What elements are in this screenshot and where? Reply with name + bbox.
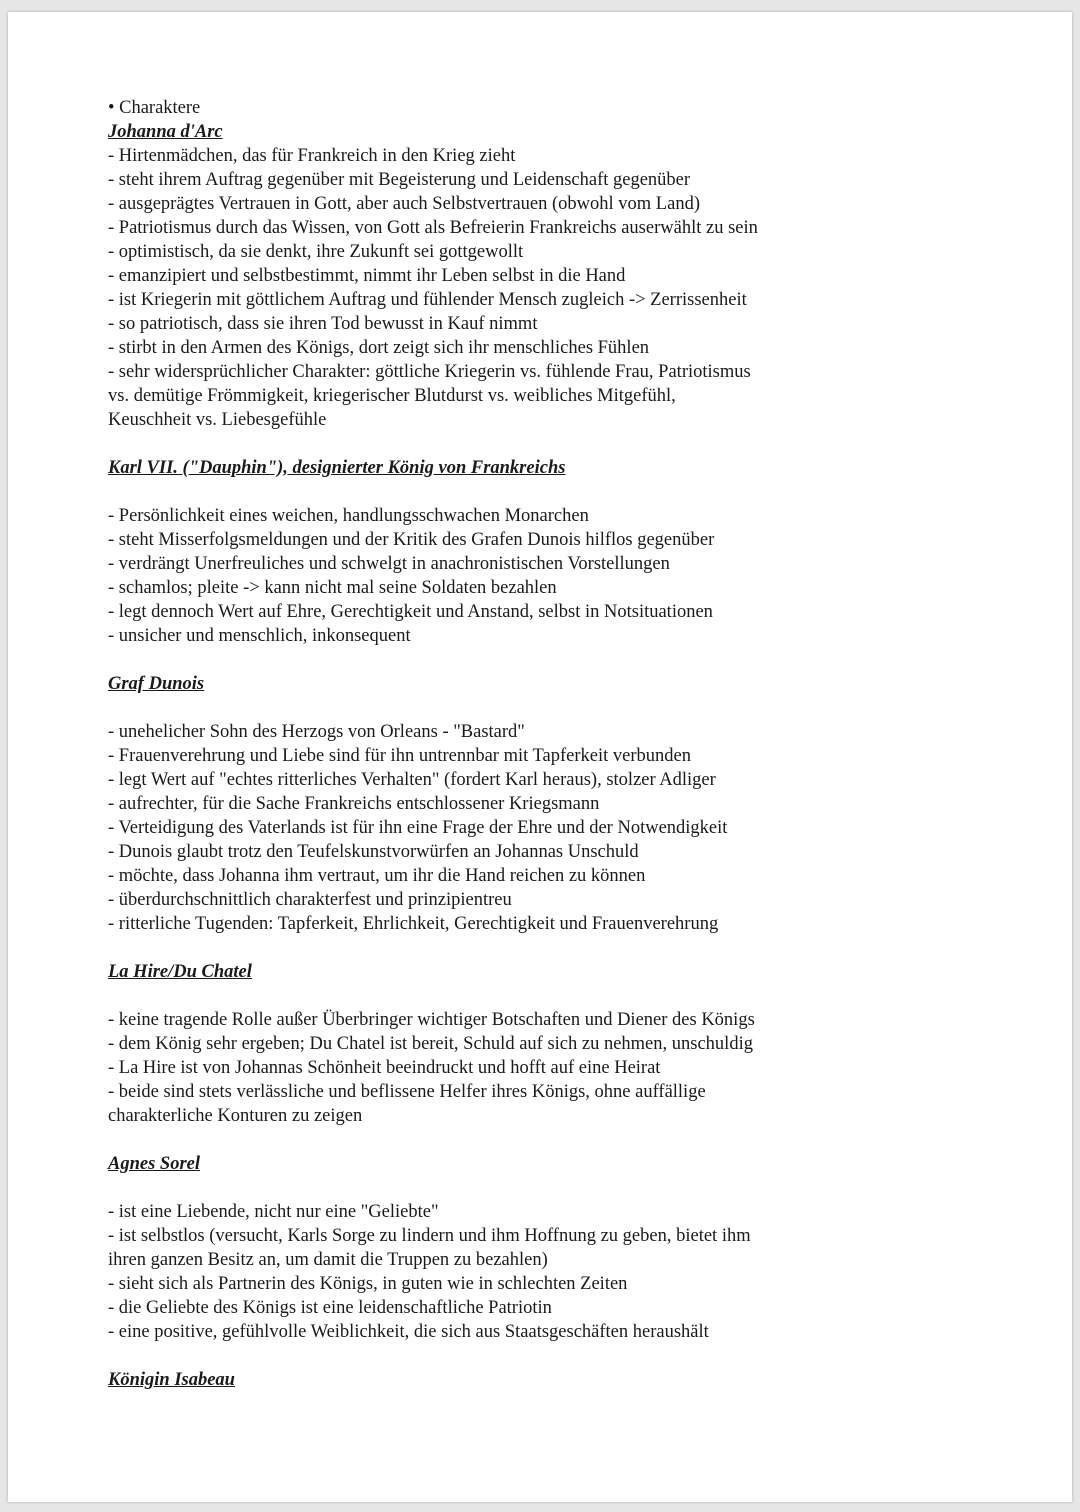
character-trait-line: - legt Wert auf "echtes ritterliches Verhalten" (fordert Karl heraus), stolzer Adliger bbox=[108, 770, 716, 790]
character-trait-line: - verdrängt Unerfreuliches und schwelgt in anachronistischen Vorstellungen bbox=[108, 554, 670, 574]
character-section bbox=[108, 120, 908, 432]
character-trait-line: - unehelicher Sohn des Herzogs von Orleans - "Bastard" bbox=[108, 722, 525, 742]
character-trait-line: - sieht sich als Partnerin des Königs, in guten wie in schlechten Zeiten bbox=[108, 1274, 628, 1294]
character-section bbox=[108, 1344, 908, 1392]
character-trait-line: charakterliche Konturen zu zeigen bbox=[108, 1106, 363, 1126]
character-trait-line: - möchte, dass Johanna ihm vertraut, um ihr die Hand reichen zu können bbox=[108, 866, 646, 886]
character-trait-line: - unsicher und menschlich, inkonsequent bbox=[108, 626, 411, 646]
character-trait-line: - eine positive, gefühlvolle Weiblichkeit, die sich aus Staatsgeschäften heraushält bbox=[108, 1322, 709, 1342]
character-trait-line: - ist selbstlos (versucht, Karls Sorge zu lindern und ihm Hoffnung zu geben, bietet ihm bbox=[108, 1226, 751, 1246]
heading-spacer bbox=[108, 696, 908, 720]
character-trait-line: - optimistisch, da sie denkt, ihre Zukunft sei gottgewollt bbox=[108, 242, 524, 262]
character-trait-line: - legt dennoch Wert auf Ehre, Gerechtigkeit und Anstand, selbst in Notsituationen bbox=[108, 602, 713, 622]
character-trait-line: ihren ganzen Besitz an, um damit die Truppen zu bezahlen) bbox=[108, 1250, 548, 1270]
character-trait-line: - Frauenverehrung und Liebe sind für ihn untrennbar mit Tapferkeit verbunden bbox=[108, 746, 691, 766]
character-trait-line: - überdurchschnittlich charakterfest und prinzipientreu bbox=[108, 890, 512, 910]
character-trait-line: - emanzipiert und selbstbestimmt, nimmt ihr Leben selbst in die Hand bbox=[108, 266, 626, 286]
section-spacer bbox=[108, 1128, 908, 1152]
character-trait-line: - stirbt in den Armen des Königs, dort zeigt sich ihr menschliches Fühlen bbox=[108, 338, 650, 358]
character-trait-line: - aufrechter, für die Sache Frankreichs entschlossener Kriegsmann bbox=[108, 794, 600, 814]
character-trait-line: - schamlos; pleite -> kann nicht mal seine Soldaten bezahlen bbox=[108, 578, 557, 598]
character-heading: Agnes Sorel bbox=[108, 1154, 201, 1174]
character-trait-line: - ist Kriegerin mit göttlichem Auftrag und fühlender Mensch zugleich -> Zerrissenheit bbox=[108, 290, 747, 310]
character-trait-line: - ritterliche Tugenden: Tapferkeit, Ehrlichkeit, Gerechtigkeit und Frauenverehrung bbox=[108, 914, 719, 934]
heading-spacer bbox=[108, 480, 908, 504]
character-trait-line: - steht ihrem Auftrag gegenüber mit Begeisterung und Leidenschaft gegenüber bbox=[108, 170, 691, 190]
character-trait-line: - Persönlichkeit eines weichen, handlungsschwachen Monarchen bbox=[108, 506, 589, 526]
character-trait-line: - ausgeprägtes Vertrauen in Gott, aber auch Selbstvertrauen (obwohl vom Land) bbox=[108, 194, 700, 214]
character-heading: Karl VII. ("Dauphin"), designierter König von Frankreichs bbox=[108, 458, 566, 478]
character-trait-line: Keuschheit vs. Liebesgefühle bbox=[108, 410, 327, 430]
character-heading: Johanna d'Arc bbox=[108, 122, 223, 142]
character-trait-line: - ist eine Liebende, nicht nur eine "Geliebte" bbox=[108, 1202, 439, 1222]
heading-spacer bbox=[108, 984, 908, 1008]
character-trait-line: - keine tragende Rolle außer Überbringer wichtiger Botschaften und Diener des Königs bbox=[108, 1010, 755, 1030]
character-section bbox=[108, 648, 908, 936]
character-section bbox=[108, 1128, 908, 1344]
character-section bbox=[108, 936, 908, 1128]
character-trait-line: - Verteidigung des Vaterlands ist für ihn eine Frage der Ehre und der Notwendigkeit bbox=[108, 818, 728, 838]
document-page bbox=[8, 12, 1072, 1502]
section-label: • Charaktere bbox=[108, 98, 201, 118]
character-heading: Graf Dunois bbox=[108, 674, 205, 694]
character-trait-line: - Dunois glaubt trotz den Teufelskunstvorwürfen an Johannas Unschuld bbox=[108, 842, 639, 862]
character-trait-line: - Hirtenmädchen, das für Frankreich in den Krieg zieht bbox=[108, 146, 516, 166]
character-trait-line: - die Geliebte des Königs ist eine leidenschaftliche Patriotin bbox=[108, 1298, 552, 1318]
character-trait-line: - La Hire ist von Johannas Schönheit beeindruckt und hofft auf eine Heirat bbox=[108, 1058, 661, 1078]
character-heading: Königin Isabeau bbox=[108, 1370, 235, 1390]
character-trait-line: vs. demütige Frömmigkeit, kriegerischer Blutdurst vs. weibliches Mitgefühl, bbox=[108, 386, 676, 406]
character-list bbox=[108, 120, 908, 1392]
character-trait-line: - beide sind stets verlässliche und beflissene Helfer ihres Königs, ohne auffällige bbox=[108, 1082, 706, 1102]
heading-spacer bbox=[108, 1176, 908, 1200]
section-spacer bbox=[108, 648, 908, 672]
section-spacer bbox=[108, 1344, 908, 1368]
character-trait-line: - so patriotisch, dass sie ihren Tod bewusst in Kauf nimmt bbox=[108, 314, 538, 334]
section-spacer bbox=[108, 432, 908, 456]
character-trait-line: - sehr widersprüchlicher Charakter: göttliche Kriegerin vs. fühlende Frau, Patriotismus bbox=[108, 362, 751, 382]
character-trait-line: - steht Misserfolgsmeldungen und der Kritik des Grafen Dunois hilflos gegenüber bbox=[108, 530, 715, 550]
character-section bbox=[108, 432, 908, 648]
section-spacer bbox=[108, 936, 908, 960]
character-trait-line: - Patriotismus durch das Wissen, von Gott als Befreierin Frankreichs auserwählt zu sein bbox=[108, 218, 758, 238]
character-trait-line: - dem König sehr ergeben; Du Chatel ist bereit, Schuld auf sich zu nehmen, unschuldig bbox=[108, 1034, 753, 1054]
character-heading: La Hire/Du Chatel bbox=[108, 962, 252, 982]
document-content bbox=[108, 96, 908, 1392]
